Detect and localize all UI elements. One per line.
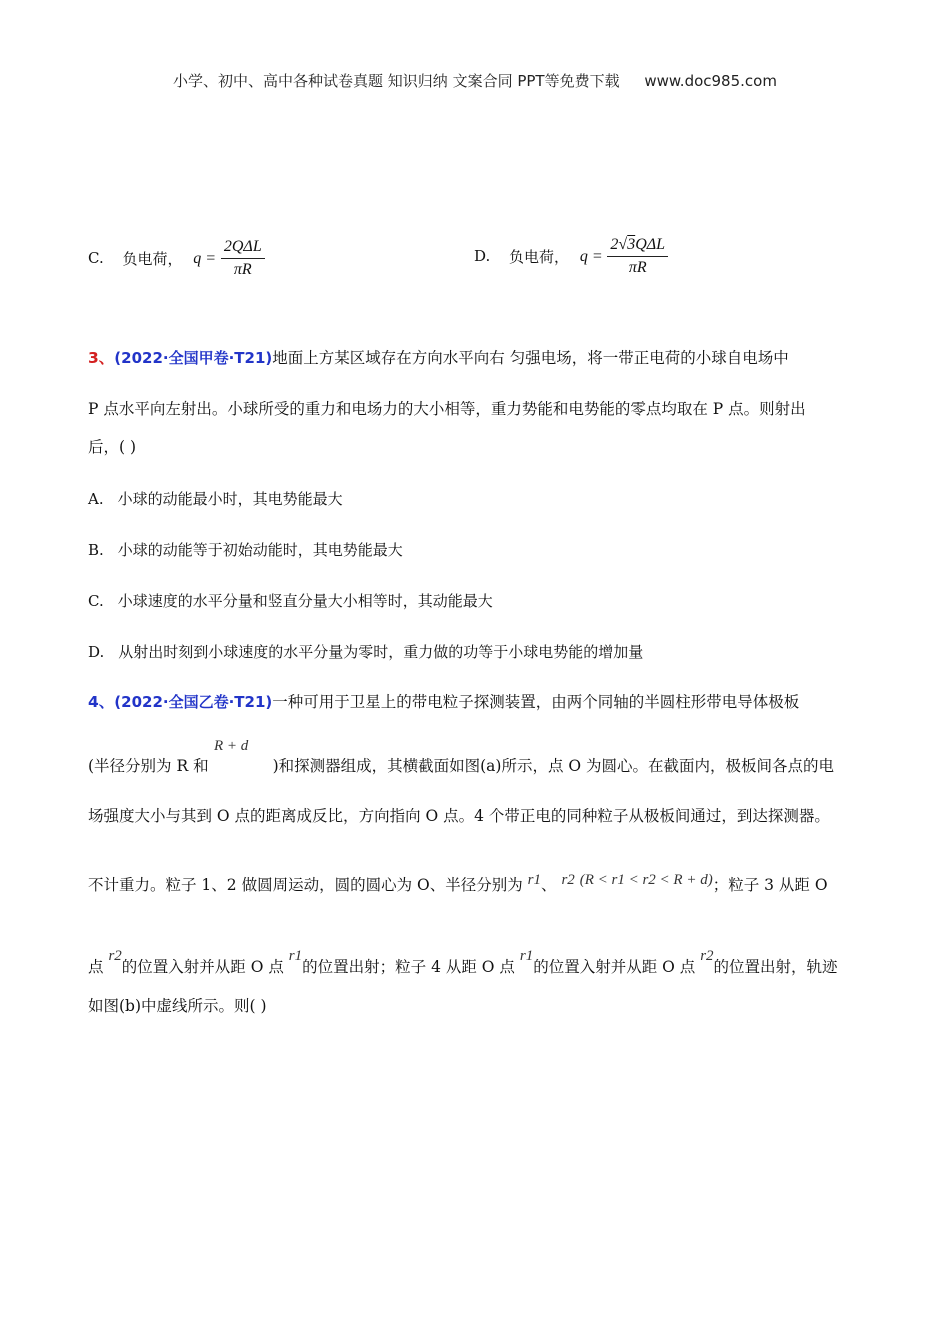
option-label: C. — [88, 592, 104, 610]
option-label: A. — [88, 490, 104, 508]
math-condition: (R < r1 < r2 < R + d) — [579, 872, 713, 888]
math-r1: r1 — [288, 948, 303, 964]
q4-line5 — [88, 946, 838, 977]
math-r1: r1 — [519, 948, 534, 964]
math-r2: r2 — [561, 872, 575, 888]
option-text: 从射出时刻到小球速度的水平分量为零时，重力做的功等于小球电势能的增加量 — [118, 643, 644, 661]
fraction-denominator: πR — [233, 261, 252, 278]
formula-lhs: q = — [193, 249, 217, 267]
option-c-prev — [88, 238, 265, 279]
q3-line2: P 点水平向左射出。小球所受的重力和电场力的大小相等，重力势能和电势能的零点均取在 P 点。则射出 — [88, 400, 806, 418]
math-r2: r2 — [108, 948, 122, 964]
q4-text-line5a: 点 — [88, 958, 104, 976]
q4-source: (2022·全国乙卷·T21) — [114, 693, 273, 711]
q4-text-line1: 一种可用于卫星上的带电粒子探测装置，由两个同轴的半圆柱形带电导体极板 — [272, 693, 800, 711]
formula-fraction — [607, 236, 668, 277]
option-label: D. — [474, 246, 491, 265]
q3-option-b[interactable] — [88, 539, 403, 560]
q3-option-d[interactable] — [88, 641, 643, 662]
q3-text-line1: 地面上方某区域存在方向水平向右 匀强电场，将一带正电荷的小球自电场中 — [272, 349, 789, 367]
q4-line3: 场强度大小与其到 O 点的距离成反比，方向指向 O 点。4 个带正电的同种粒子从极板间通过，到达探测器。 — [88, 807, 830, 825]
q4-line6: 如图(b)中虚线所示。则( ) — [88, 997, 267, 1015]
q4-text-line5d: 的位置入射并从距 O 点 — [533, 958, 696, 976]
q4-line4 — [88, 870, 828, 895]
q4-text-line5e: 的位置出射，轨迹 — [713, 958, 838, 976]
math-r1: r1 — [527, 872, 541, 888]
option-label: B. — [88, 541, 104, 559]
q4-number: 4、 — [88, 693, 115, 711]
option-text: 小球速度的水平分量和竖直分量大小相等时，其动能最大 — [117, 592, 493, 610]
separator: 、 — [541, 876, 557, 894]
option-label: D. — [88, 643, 105, 661]
q4-text-line5c: 的位置出射；粒子 4 从距 O 点 — [302, 958, 515, 976]
option-label: C. — [88, 248, 104, 267]
option-text: 小球的动能最小时，其电势能最大 — [117, 490, 343, 508]
option-text: 负电荷， — [122, 250, 183, 268]
formula-lhs: q = — [579, 247, 603, 265]
fraction-denominator: πR — [628, 259, 647, 276]
q4-text-line5b: 的位置入射并从距 O 点 — [121, 958, 284, 976]
q4-text-line2a: (半径分别为 R 和 — [88, 757, 209, 775]
header-url[interactable]: www.doc985.com — [644, 72, 777, 90]
q4-text-line4b: ；粒子 3 从距 O — [712, 876, 828, 894]
q4-text-line4a: 不计重力。粒子 1、2 做圆周运动，圆的圆心为 O、半径分别为 — [88, 876, 523, 894]
fraction-numerator: 2QΔL — [221, 238, 265, 259]
q3-line1 — [88, 348, 789, 368]
option-text: 负电荷， — [509, 248, 570, 266]
q4-math-rd: R + d — [214, 738, 249, 754]
option-text: 小球的动能等于初始动能时，其电势能最大 — [117, 541, 403, 559]
q3-option-c[interactable] — [88, 590, 493, 611]
q4-line2 — [88, 756, 834, 776]
q3-option-a[interactable] — [88, 488, 343, 509]
q3-source: (2022·全国甲卷·T21) — [114, 349, 273, 367]
q3-number: 3、 — [88, 349, 115, 367]
q4-text-line2b: )和探测器组成，其横截面如图(a)所示，点 O 为圆心。在截面内，极板间各点的电 — [272, 757, 835, 775]
formula-fraction — [221, 238, 265, 279]
header-text: 小学、初中、高中各种试卷真题 知识归纳 文案合同 PPT等免费下载 — [173, 72, 620, 90]
q4-line1 — [88, 692, 799, 712]
option-d-prev — [474, 236, 668, 277]
math-r2: r2 — [700, 948, 714, 964]
q3-line3: 后，( ) — [88, 438, 137, 456]
page-header — [0, 70, 950, 91]
fraction-numerator: 2√3QΔL — [607, 236, 668, 257]
